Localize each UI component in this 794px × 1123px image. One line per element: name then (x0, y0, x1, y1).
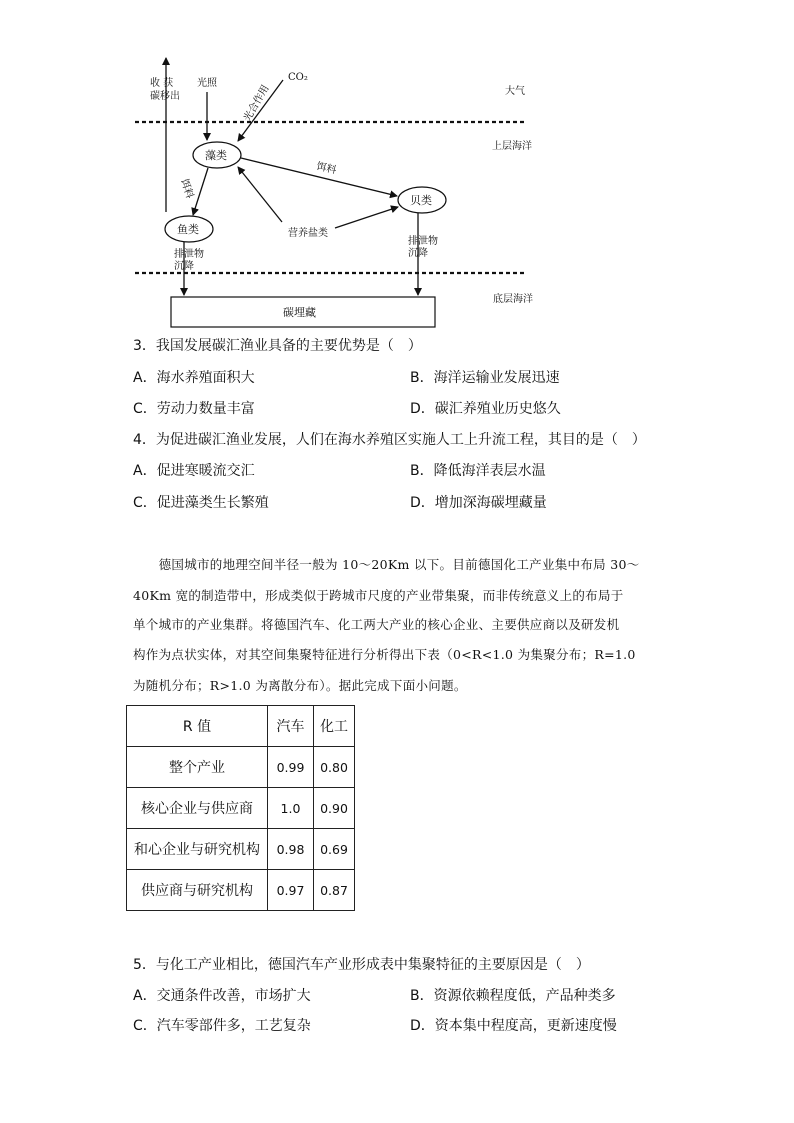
fish-excreta-label-2: 沉降 (174, 261, 194, 272)
nutrients-to-algae-arrow (238, 167, 282, 222)
table-cell: 0.80 (314, 747, 355, 788)
upper-ocean-label: 上层海洋 (492, 141, 532, 152)
question-5-option-a[interactable]: A．交通条件改善，市场扩大 (133, 988, 311, 1004)
feed-label-left: 饵料 (178, 177, 195, 200)
r-value-table (126, 705, 355, 911)
table-cell: 0.87 (314, 870, 355, 911)
question-4-option-d[interactable]: D．增加深海碳埋藏量 (410, 495, 547, 511)
shellfish-excreta-label-1: 排泄物 (408, 236, 438, 247)
bottom-ocean-label: 底层海洋 (493, 294, 533, 305)
table-cell: 供应商与研究机构 (127, 870, 268, 911)
table-row (127, 870, 355, 911)
table-header-cell: 化工 (314, 706, 355, 747)
table-row (127, 747, 355, 788)
fish-label: 鱼类 (177, 223, 199, 236)
question-5-option-c[interactable]: C．汽车零部件多，工艺复杂 (133, 1018, 311, 1034)
sunlight-label: 光照 (197, 78, 217, 89)
table-cell: 1.0 (268, 788, 314, 829)
table-header-cell: R 值 (127, 706, 268, 747)
shellfish-excreta-label-2: 沉降 (408, 248, 428, 259)
question-4-stem: 4．为促进碳汇渔业发展，人们在海水养殖区实施人工上升流工程，其目的是（ ） (133, 432, 646, 448)
passage-line-1: 德国城市的地理空间半径一般为 10～20Km 以下。目前德国化工产业集中布局 30～ (133, 557, 640, 572)
passage-line-2: 40Km 宽的制造带中，形成类似于跨城市尺度的产业带集聚，而非传统意义上的布局于 (133, 588, 624, 603)
table-cell: 0.69 (314, 829, 355, 870)
nutrients-label: 营养盐类 (288, 228, 328, 239)
fish-excreta-label-1: 排泄物 (174, 249, 204, 260)
table-row (127, 829, 355, 870)
atmosphere-label: 大气 (505, 86, 525, 97)
table-cell: 核心企业与供应商 (127, 788, 268, 829)
question-5-option-d[interactable]: D．资本集中程度高，更新速度慢 (410, 1018, 617, 1034)
carbon-burial-label: 碳埋藏 (283, 306, 316, 319)
question-4-option-c[interactable]: C．促进藻类生长繁殖 (133, 495, 269, 511)
table-cell: 和心企业与研究机构 (127, 829, 268, 870)
harvest-label-line2: 碳移出 (150, 91, 180, 102)
table-header-row (127, 706, 355, 747)
shellfish-label: 贝类 (410, 194, 432, 207)
question-3-option-c[interactable]: C．劳动力数量丰富 (133, 401, 255, 417)
table-header-cell: 汽车 (268, 706, 314, 747)
nutrients-to-shellfish-arrow (335, 207, 398, 228)
passage-line-5: 为随机分布；R>1.0 为离散分布）。据此完成下面小问题。 (133, 678, 467, 693)
question-5-option-b[interactable]: B．资源依赖程度低，产品种类多 (410, 988, 616, 1004)
photosynthesis-label: 光合作用 (242, 83, 272, 124)
question-4-option-a[interactable]: A．促进寒暖流交汇 (133, 463, 255, 479)
table-cell: 整个产业 (127, 747, 268, 788)
carbon-sink-diagram (0, 0, 794, 340)
feed-label-right: 饵料 (315, 161, 338, 177)
algae-label: 藻类 (205, 149, 227, 162)
feed-arrow-to-fish (193, 168, 208, 215)
co2-label: CO₂ (288, 72, 308, 83)
question-4-option-b[interactable]: B．降低海洋表层水温 (410, 463, 546, 479)
table-cell: 0.97 (268, 870, 314, 911)
passage-line-4: 构作为点状实体，对其空间集聚特征进行分析得出下表（0<R<1.0 为集聚分布；R=1.0 (133, 647, 636, 662)
table-cell: 0.99 (268, 747, 314, 788)
table-cell: 0.90 (314, 788, 355, 829)
question-3-option-b[interactable]: B．海洋运输业发展迅速 (410, 370, 560, 386)
question-5-stem: 5．与化工产业相比，德国汽车产业形成表中集聚特征的主要原因是（ ） (133, 957, 590, 973)
question-3-option-a[interactable]: A．海水养殖面积大 (133, 370, 255, 386)
question-3-stem: 3．我国发展碳汇渔业具备的主要优势是（ ） (133, 338, 422, 354)
passage-line-3: 单个城市的产业集群。将德国汽车、化工两大产业的核心企业、主要供应商以及研发机 (133, 617, 620, 632)
table-cell: 0.98 (268, 829, 314, 870)
harvest-label-line1: 收 获 (150, 78, 174, 89)
question-3-option-d[interactable]: D．碳汇养殖业历史悠久 (410, 401, 561, 417)
table-row (127, 788, 355, 829)
